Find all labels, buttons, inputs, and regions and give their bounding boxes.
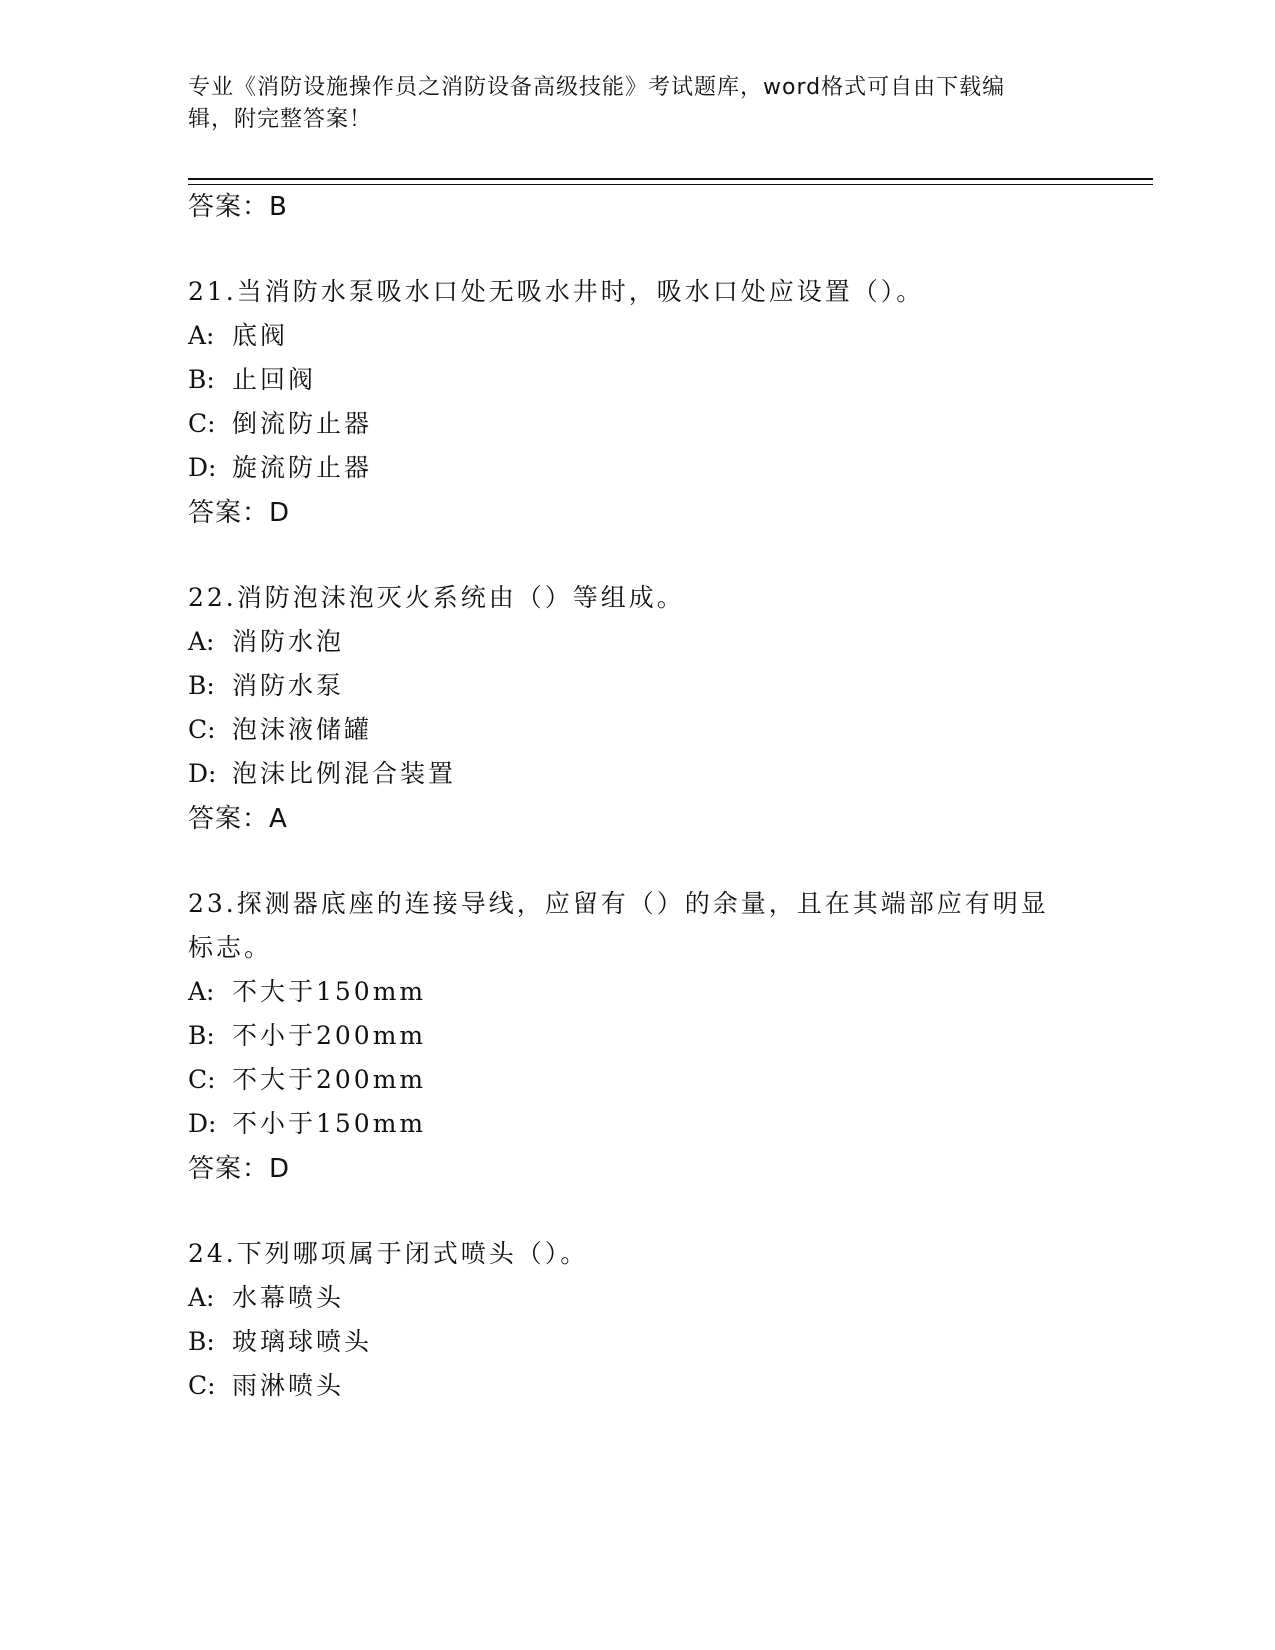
option-key: B: — [188, 1021, 215, 1050]
answer-21: 答案：D — [188, 498, 291, 528]
question-21-option-c — [188, 404, 1088, 440]
option-text: 消防水泡 — [232, 627, 345, 656]
question-23-option-b — [188, 1016, 1088, 1052]
option-text: 不小于150mm — [232, 1109, 427, 1138]
question-24-option-b — [188, 1322, 1088, 1358]
question-23-option-d — [188, 1104, 1088, 1140]
option-key: D: — [188, 453, 217, 482]
question-23-option-c — [188, 1060, 1088, 1096]
option-text: 泡沫液储罐 — [232, 715, 373, 744]
question-23-stem-line-2: 标志。 — [188, 933, 273, 962]
option-key: C: — [188, 409, 216, 438]
question-24-option-c — [188, 1366, 1088, 1402]
question-22-option-a — [188, 622, 1088, 658]
option-text: 底阀 — [232, 321, 289, 350]
option-text: 不小于200mm — [232, 1021, 427, 1050]
option-key: A: — [188, 321, 215, 350]
document-header — [188, 72, 1088, 136]
header-line-2: 辑，附完整答案！ — [188, 107, 373, 132]
option-key: C: — [188, 715, 216, 744]
question-24-option-a — [188, 1278, 1088, 1314]
question-22-option-d — [188, 754, 1088, 790]
header-divider-thick — [188, 178, 1153, 180]
answer-22: 答案：A — [188, 804, 288, 834]
question-23-stem-line-1: 23.探测器底座的连接导线，应留有（）的余量，且在其端部应有明显 — [188, 889, 1049, 918]
option-text: 不大于150mm — [232, 977, 427, 1006]
question-24-stem: 24.下列哪项属于闭式喷头（）。 — [188, 1239, 589, 1268]
option-key: A: — [188, 627, 215, 656]
option-key: B: — [188, 365, 215, 394]
question-22-option-c — [188, 710, 1088, 746]
question-21-option-d — [188, 448, 1088, 484]
answer-23: 答案：D — [188, 1154, 291, 1184]
option-key: C: — [188, 1065, 216, 1094]
option-text: 雨淋喷头 — [232, 1371, 345, 1400]
header-divider-thin — [188, 184, 1153, 185]
question-22-option-b — [188, 666, 1088, 702]
question-21-stem: 21.当消防水泵吸水口处无吸水井时，吸水口处应设置（）。 — [188, 277, 925, 306]
option-text: 旋流防止器 — [232, 453, 373, 482]
option-text: 倒流防止器 — [232, 409, 373, 438]
option-text: 消防水泵 — [232, 671, 345, 700]
question-23-option-a — [188, 972, 1088, 1008]
option-key: B: — [188, 671, 215, 700]
option-key: A: — [188, 977, 215, 1006]
answer-20: 答案：B — [188, 192, 288, 222]
option-key: D: — [188, 759, 217, 788]
option-text: 玻璃球喷头 — [232, 1327, 373, 1356]
option-text: 水幕喷头 — [232, 1283, 345, 1312]
question-21-option-b — [188, 360, 1088, 396]
option-key: C: — [188, 1371, 216, 1400]
header-line-1: 专业《消防设施操作员之消防设备高级技能》考试题库，word格式可自由下载编 — [188, 75, 1006, 100]
option-text: 泡沫比例混合装置 — [232, 759, 457, 788]
option-text: 不大于200mm — [232, 1065, 427, 1094]
option-text: 止回阀 — [232, 365, 317, 394]
question-21-option-a — [188, 316, 1088, 352]
option-key: B: — [188, 1327, 215, 1356]
option-key: D: — [188, 1109, 217, 1138]
question-22-stem: 22.消防泡沫泡灭火系统由（）等组成。 — [188, 583, 685, 612]
option-key: A: — [188, 1283, 215, 1312]
